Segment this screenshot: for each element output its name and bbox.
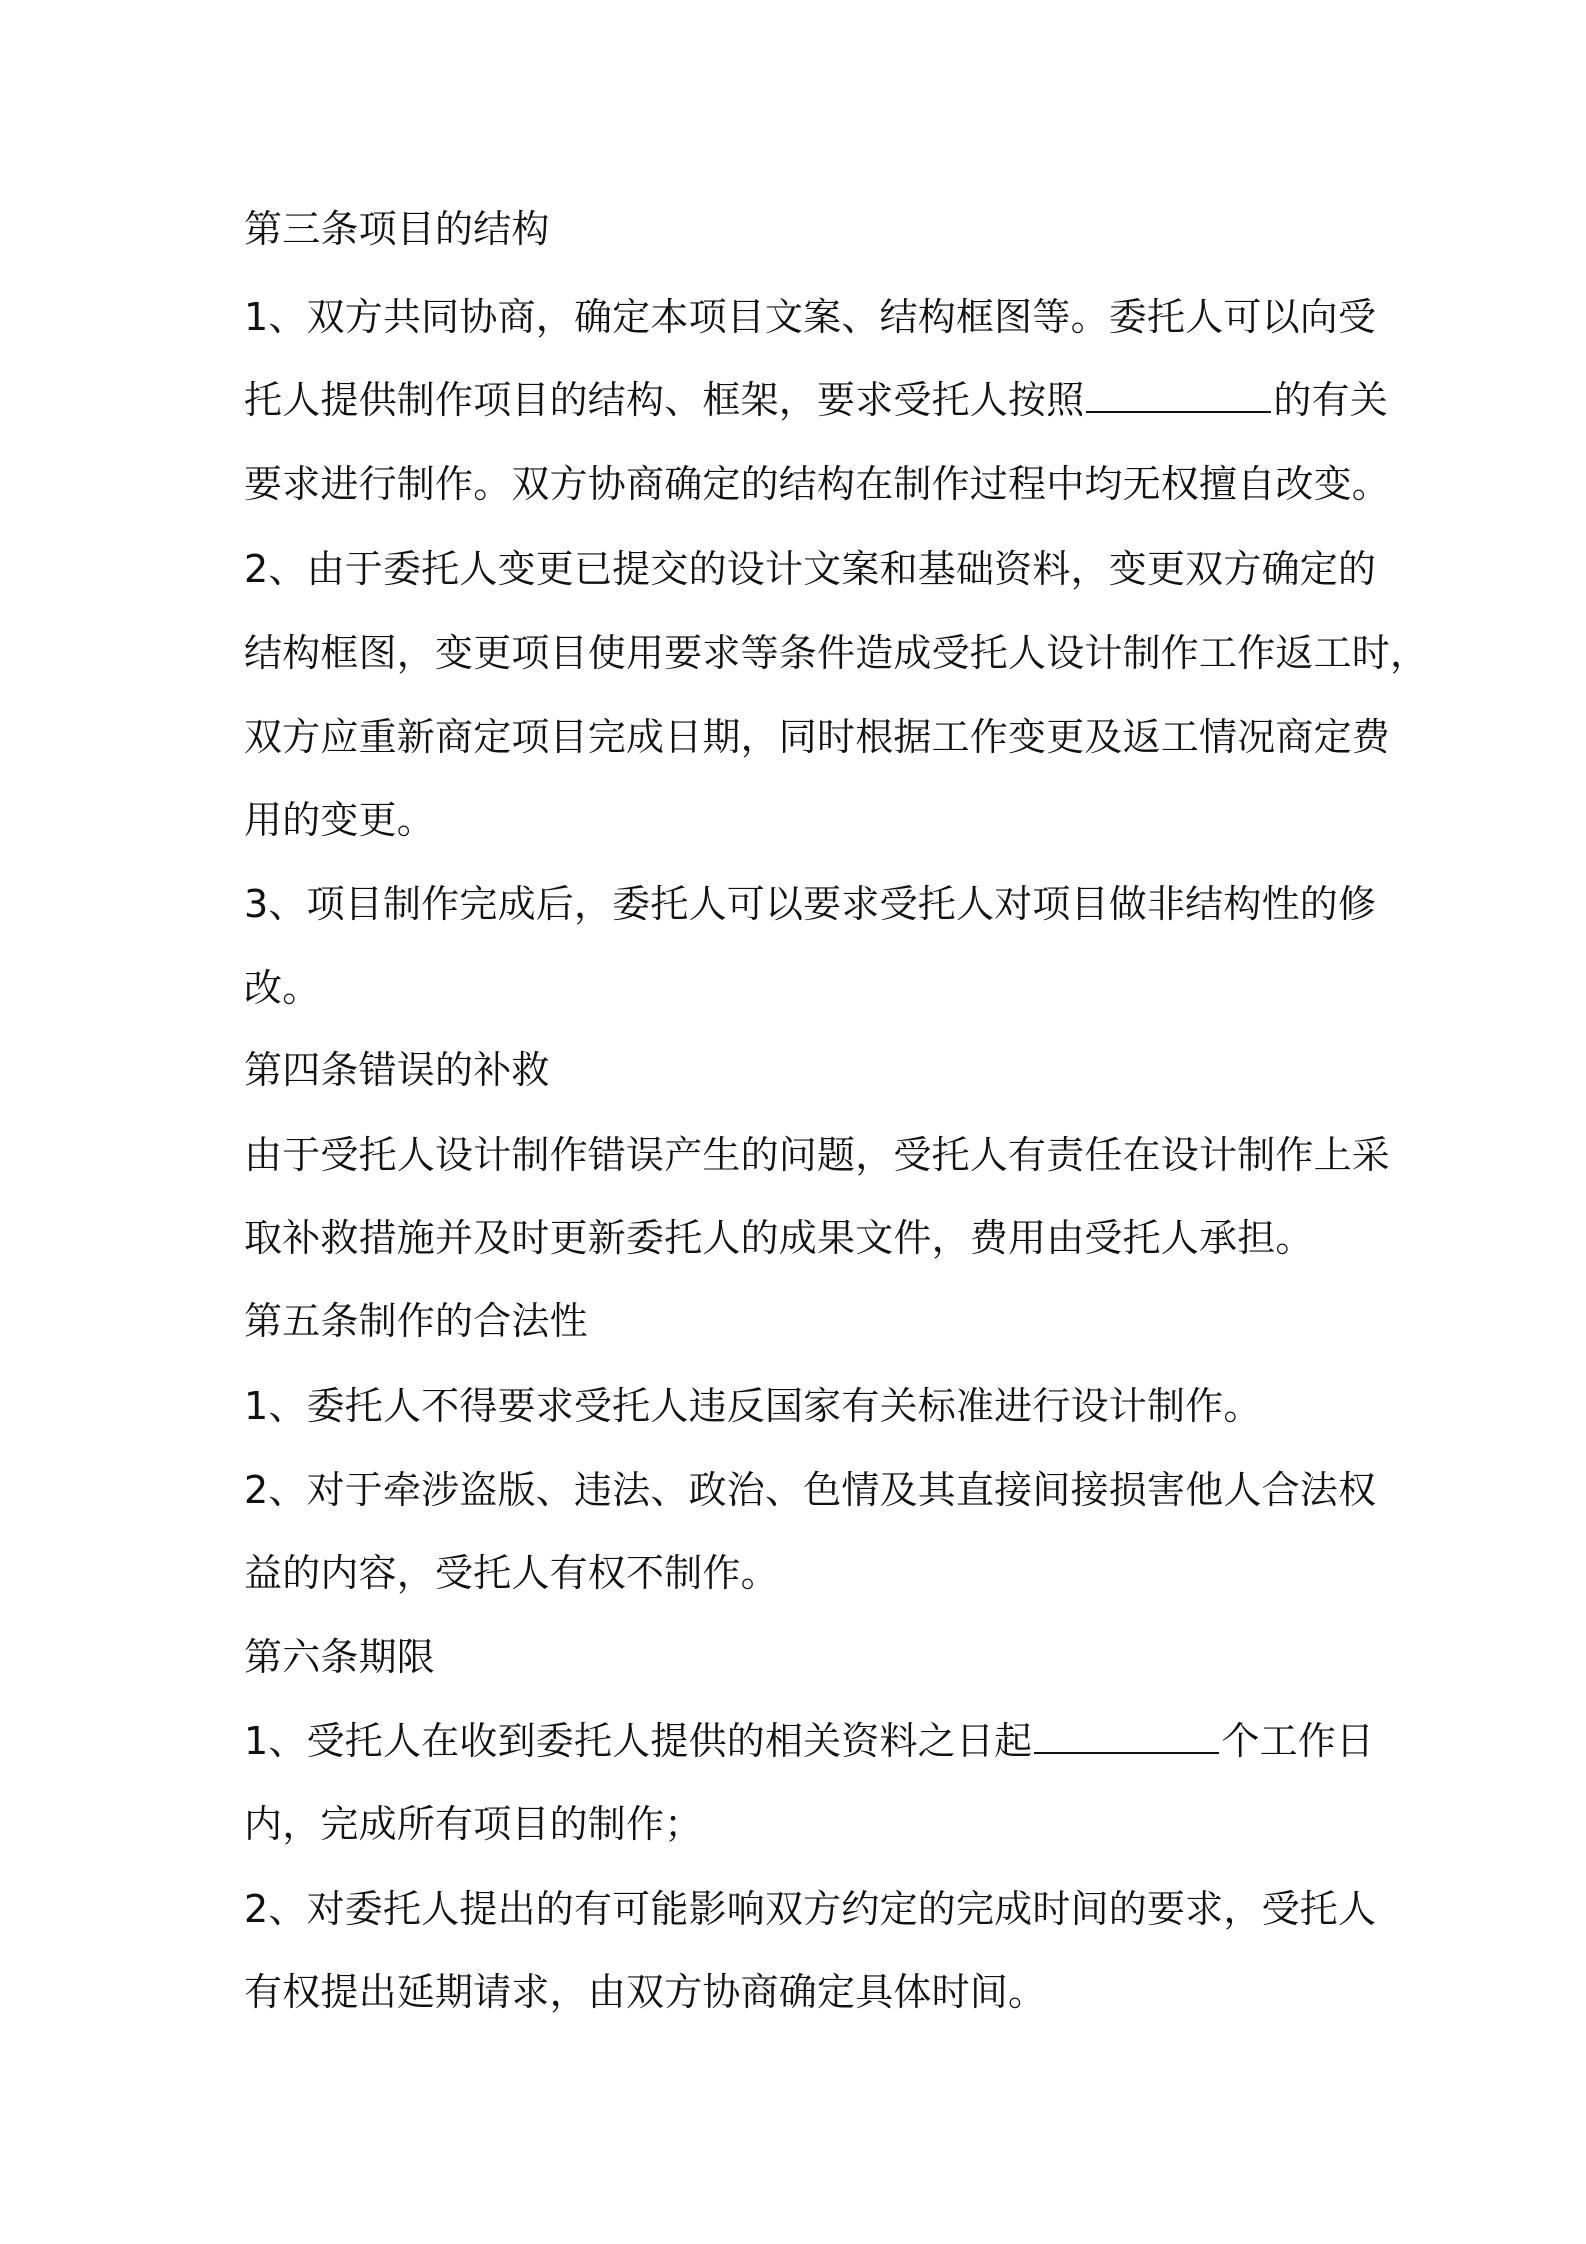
article-3-clause-3-line-1: 3、项目制作完成后，委托人可以要求受托人对项目做非结构性的修 — [244, 882, 1377, 926]
article-3-heading: 第三条项目的结构 — [244, 207, 550, 251]
article-5-clause-1-line-1: 1、委托人不得要求受托人违反国家有关标准进行设计制作。 — [244, 1384, 1262, 1428]
article-6-clause-2-line-2: 有权提出延期请求，由双方协商确定具体时间。 — [244, 1970, 1047, 2014]
article-3-clause-3-line-2: 改。 — [244, 966, 321, 1010]
article-6-clause-1-line-1-before: 1、受托人在收到委托人提供的相关资料之日起 — [244, 1719, 1033, 1763]
article-6-heading: 第六条期限 — [244, 1635, 436, 1679]
article-3-clause-1-line-1: 1、双方共同协商，确定本项目文案、结构框图等。委托人可以向受 — [244, 295, 1377, 339]
article-3-clause-2-line-2: 结构框图，变更项目使用要求等条件造成受托人设计制作工作返工时， — [244, 631, 1429, 675]
fill-in-blank — [1086, 377, 1271, 413]
article-5-clause-2-line-2: 益的内容，受托人有权不制作。 — [244, 1551, 779, 1595]
article-6-clause-2-line-1: 2、对委托人提出的有可能影响双方约定的完成时间的要求，受托人 — [244, 1887, 1377, 1931]
article-5-heading: 第五条制作的合法性 — [244, 1299, 588, 1343]
article-3-clause-1-line-2-before: 托人提供制作项目的结构、框架，要求受托人按照 — [244, 378, 1085, 422]
article-6-clause-1-line-2: 内，完成所有项目的制作； — [244, 1802, 703, 1846]
article-3-clause-1-line-2 — [244, 376, 1388, 424]
article-4-body-line-2: 取补救措施并及时更新委托人的成果文件，费用由受托人承担。 — [244, 1216, 1314, 1260]
article-3-clause-2-line-4: 用的变更。 — [244, 798, 436, 842]
article-3-clause-1-line-3: 要求进行制作。双方协商确定的结构在制作过程中均无权擅自改变。 — [244, 462, 1391, 506]
article-6-clause-1-line-1 — [244, 1717, 1374, 1765]
article-3-clause-2-line-1: 2、由于委托人变更已提交的设计文案和基础资料，变更双方确定的 — [244, 547, 1377, 591]
article-3-clause-2-line-3: 双方应重新商定项目完成日期，同时根据工作变更及返工情况商定费 — [244, 715, 1391, 759]
article-5-clause-2-line-1: 2、对于牵涉盗版、违法、政治、色情及其直接间接损害他人合法权 — [244, 1468, 1377, 1512]
article-4-heading: 第四条错误的补救 — [244, 1048, 550, 1092]
article-6-clause-1-line-1-after: 个工作日 — [1221, 1719, 1375, 1763]
article-3-clause-1-line-2-after: 的有关 — [1273, 378, 1389, 422]
article-4-body-line-1: 由于受托人设计制作错误产生的问题，受托人有责任在设计制作上采 — [244, 1133, 1391, 1177]
fill-in-blank — [1034, 1718, 1219, 1754]
